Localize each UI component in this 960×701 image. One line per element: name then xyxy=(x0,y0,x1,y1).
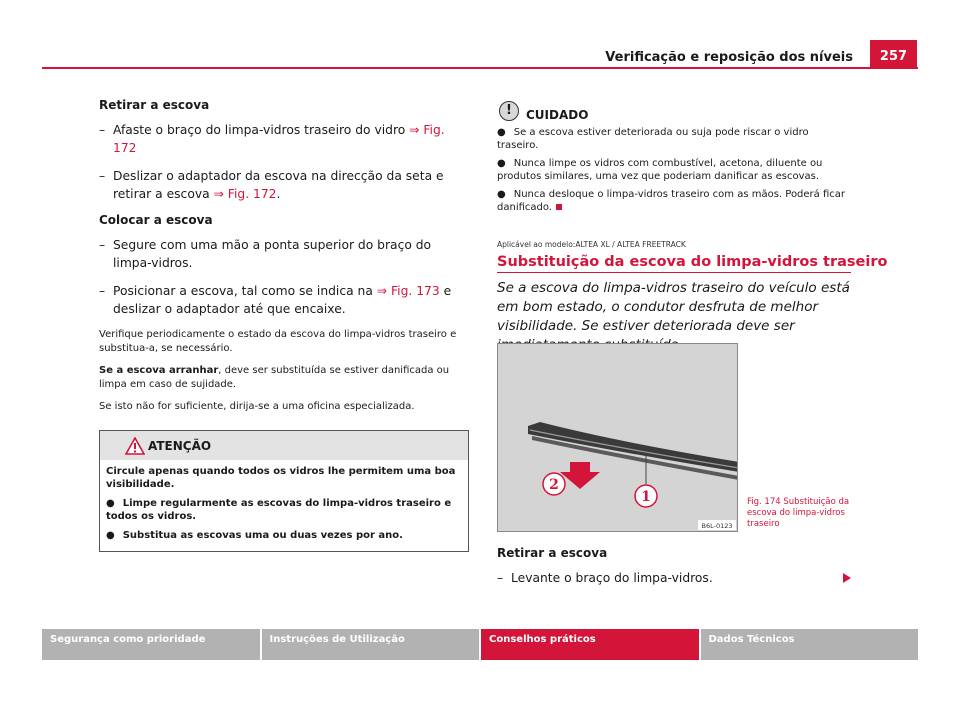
caution-line: ● Nunca limpe os vidros com combustível, acetona, diluente ou produtos similares, uma vez que poderiam danificar as escovas. xyxy=(497,158,823,182)
caution-line: ● Se a escova estiver deteriorada ou suja pode riscar o vidro traseiro. xyxy=(497,127,809,151)
remove-step-1: – Afaste o braço do limpa-vidros traseiro do vidro ⇒ Fig. 172 xyxy=(99,123,445,155)
page-number: 257 xyxy=(870,40,917,68)
right-remove-section xyxy=(497,546,851,597)
caution-exclamation-icon: ! xyxy=(499,101,519,121)
warning-line: ● Limpe regularmente as escovas do limpa-vidros traseiro e todos os vidros. xyxy=(106,497,452,522)
applicable-model: Aplicável ao modelo:ALTEA XL / ALTEA FREETRACK xyxy=(497,240,686,249)
end-of-section-marker-icon xyxy=(556,204,562,210)
section-divider xyxy=(497,272,851,273)
warning-box xyxy=(99,430,469,552)
warning-header xyxy=(100,431,468,460)
remove-brush-title: Retirar a escova xyxy=(99,98,210,112)
page-header-title: Verificação e reposição dos níveis xyxy=(605,50,853,65)
caution-box xyxy=(497,98,851,219)
paragraph-check: Verifique periodicamente o estado da escova do limpa-vidros traseiro e substitua-a, se necessário. xyxy=(99,329,457,354)
place-step-2: – Posicionar a escova, tal como se indica na ⇒ Fig. 173 e deslizar o adaptador até que encaixe. xyxy=(99,284,452,316)
left-column xyxy=(99,98,469,552)
figure-link[interactable]: ⇒ Fig. 173 xyxy=(376,284,440,298)
footer-tab-technical-data[interactable]: Dados Técnicos xyxy=(701,629,919,660)
warning-line: Circule apenas quando todos os vidros lhe permitem uma boa visibilidade. xyxy=(106,465,456,490)
figure-code: B6L-0123 xyxy=(701,522,733,530)
warning-triangle-icon xyxy=(125,437,145,455)
continue-arrow-icon xyxy=(843,573,851,583)
figure-label-2: 2 xyxy=(549,477,559,493)
footer-nav xyxy=(42,629,918,660)
warning-title: ATENÇÃO xyxy=(148,438,212,453)
section-title: Substituição da escova do limpa-vidros traseiro xyxy=(497,254,888,270)
place-brush-title: Colocar a escova xyxy=(99,213,213,227)
paragraph-scratch: Se a escova arranhar, deve ser substituída se estiver danificada ou limpa em caso de sujidade. xyxy=(99,365,450,390)
footer-tab-practical-advice[interactable]: Conselhos práticos xyxy=(481,629,699,660)
header-divider xyxy=(42,67,918,69)
figure-label-1: 1 xyxy=(641,489,651,505)
footer-tab-safety[interactable]: Segurança como prioridade xyxy=(42,629,260,660)
figure-wiper-brush xyxy=(497,343,738,532)
remove-step-2: – Deslizar o adaptador da escova na direcção da seta e retirar a escova ⇒ Fig. 172. xyxy=(99,169,444,201)
footer-tab-instructions[interactable]: Instruções de Utilização xyxy=(262,629,480,660)
place-step-1: – Segure com uma mão a ponta superior do braço do limpa-vidros. xyxy=(99,238,432,270)
warning-line: ● Substitua as escovas uma ou duas vezes por ano. xyxy=(106,529,403,541)
paragraph-workshop: Se isto não for suficiente, dirija-se a uma oficina especializada. xyxy=(99,401,415,412)
right-remove-title: Retirar a escova xyxy=(497,546,608,560)
figure-caption: Fig. 174 Substituição da escova do limpa-vidros traseiro xyxy=(747,497,850,529)
wiper-brush-illustration xyxy=(498,344,738,532)
right-remove-step: – Levante o braço do limpa-vidros. xyxy=(497,569,851,587)
caution-header xyxy=(497,98,851,126)
figure-link[interactable]: ⇒ Fig. 172 xyxy=(113,123,445,155)
caution-line: ● Nunca desloque o limpa-vidros traseiro com as mãos. Poderá ficar danificado. xyxy=(497,189,846,213)
warning-body xyxy=(100,460,468,551)
caution-title: CUIDADO xyxy=(526,108,589,122)
figure-link[interactable]: ⇒ Fig. 172 xyxy=(213,187,277,201)
section-intro: Se a escova do limpa-vidros traseiro do veículo está em bom estado, o condutor desfruta de melhor visibilidade. Se estiver deteriorada deve ser xyxy=(497,280,850,334)
